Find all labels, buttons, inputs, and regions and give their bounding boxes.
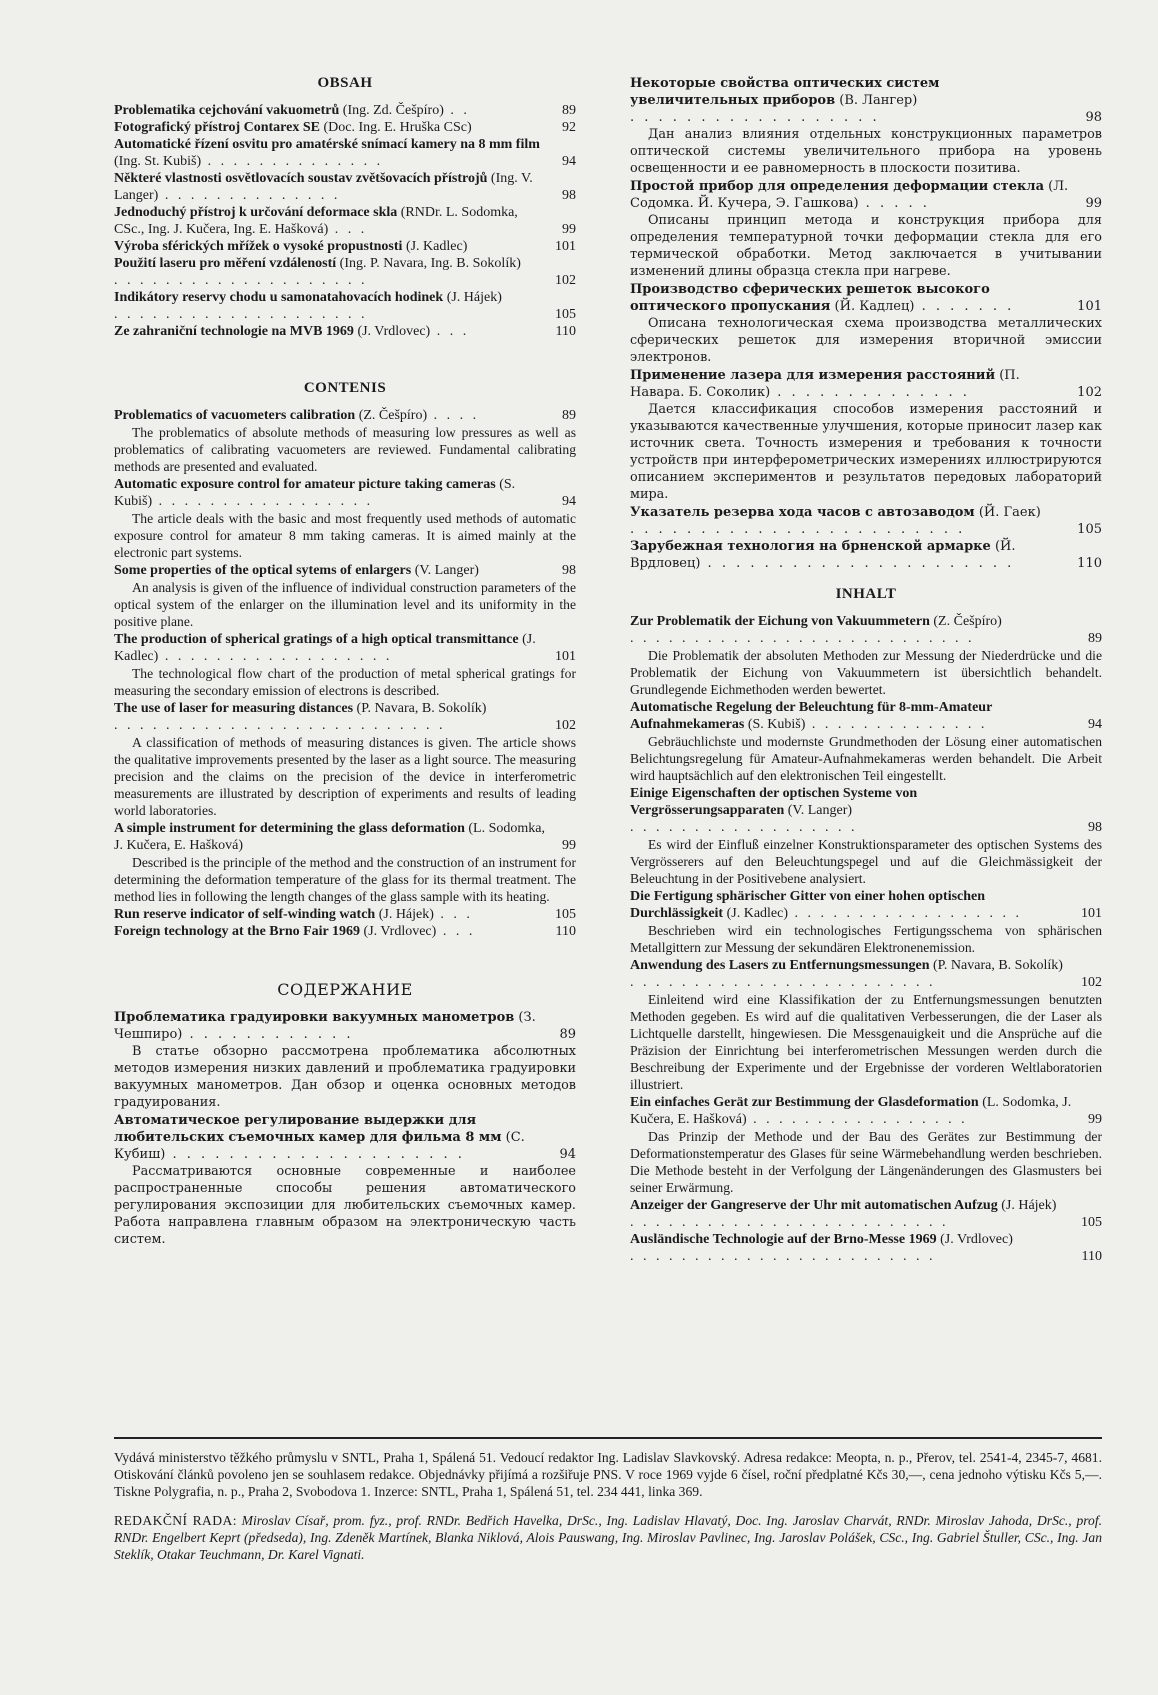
entry-title: The use of laser for measuring distances: [114, 701, 354, 716]
entry-leader-dots: . . . . . . . . . . . . . . . . . . . . .: [165, 1147, 465, 1162]
entry-text: [630, 699, 1072, 733]
contents-entry: [114, 631, 576, 665]
contents-entry: [114, 562, 576, 579]
entry-title: Die Fertigung sphärischer Gitter von einer hohen optischen Durchlässigkeit: [630, 889, 986, 921]
entry-abstract: Дан анализ влияния отдельных конструкционных параметров оптической системы увеличительного прибора на уровень освещенности и ее равномерность в плоскости позитива.: [630, 127, 1102, 176]
entry-title: Anwendung des Lasers zu Entfernungsmessungen: [630, 958, 930, 973]
entry-page-number: 98: [1088, 820, 1102, 835]
entry-leader-dots: . . . .: [427, 408, 480, 423]
entry-author: (J. Kadlec): [723, 906, 789, 921]
entry-title: Простой прибор для определения деформации стекла: [630, 179, 1044, 194]
entry-abstract: Die Problematik der absoluten Methoden zur Messung der Niederdrücke und die Problematik der Eichung von Vakuummetern ist übersichtlich behandelt. Grundlegende Eichmethoden werden bewertet.: [630, 648, 1102, 697]
entry-author: (Й. Гаек): [974, 505, 1041, 520]
entry-text: [114, 476, 546, 510]
entry-title: Problematika cejchování vakuometrů: [114, 103, 340, 118]
entry-leader-dots: . . . . . . . . . . . . . . . . . . . . . . . . . . .: [630, 631, 975, 646]
entry-leader-dots: . . . . . . . . . . . . . . . . . . . . . . . .: [630, 522, 966, 537]
entry-title: Зарубежная технология на брненской армарке: [630, 539, 991, 554]
entry-title: Производство сферических решеток высокого оптического пропускания: [630, 282, 990, 314]
entry-title: Проблематика градуировки вакуумных манометров: [114, 1010, 515, 1025]
entry-text: [630, 538, 1072, 572]
entry-author: (L. Sodomka, J. Kučera, E. Hašková): [114, 821, 545, 853]
entry-text: [114, 119, 546, 136]
entry-title: Указатель резерва хода часов с автозаводом: [630, 505, 975, 520]
entry-author: (J. Vrdlovec): [353, 324, 431, 339]
entry-leader-dots: . . . . . . . . . . . . . . . . .: [746, 1112, 968, 1127]
editorial-board-label: REDAKČNÍ RADA:: [114, 1513, 237, 1528]
entry-page-number: 98: [562, 188, 576, 203]
entry-text: [630, 504, 1072, 538]
entry-page-number: 99: [1088, 1112, 1102, 1127]
entry-leader-dots: . . . . . . . . . . . . . . . . . .: [158, 649, 393, 664]
entry-page-number: 94: [562, 494, 576, 509]
entry-page-number: 99: [562, 222, 576, 237]
entry-abstract: The article deals with the basic and most frequently used methods of automatic exposure control for amateur 8 mm taking cameras. It is aimed mainly at the electronic part systems.: [114, 511, 576, 560]
right-column: [630, 75, 1102, 1265]
entry-abstract: The problematics of absolute methods of measuring low pressures as well as problematics of calibrating vacuometers are reviewed. Fundamental calibrating methods are presented and evaluated.: [114, 425, 576, 474]
entry-abstract: Beschrieben wird ein technologisches Fertigungsschema von sphärischen Metallgittern zur Messung der sekundären Elektronenemission.: [630, 923, 1102, 955]
soderzhanie-entry: [630, 367, 1102, 401]
entry-text: [114, 820, 546, 854]
entry-page-number: 102: [1077, 385, 1102, 400]
entry-title: Ein einfaches Gerät zur Bestimmung der Glasdeformation: [630, 1095, 979, 1110]
soderzhanie-entry: [630, 504, 1102, 538]
entry-author: (S. Kubiš): [114, 477, 516, 509]
soderzhanie-list-left: [114, 1009, 576, 1248]
entry-author: (Ing. St. Kubiš): [114, 154, 202, 169]
entry-page-number: 101: [555, 239, 576, 254]
entry-author: (J. Vrdlovec): [936, 1232, 1013, 1247]
entry-title: Některé vlastnosti osvětlovacích soustav zvětšovacích přístrojů: [114, 171, 488, 186]
obsah-entry: [114, 119, 576, 136]
entry-text: [114, 102, 546, 119]
entry-text: [630, 281, 1072, 315]
entry-abstract: Described is the principle of the method and the construction of an instrument for determining the deformation temperature of the glass for its thermal treatment. The method lies in following the length changes of the glass sample with its heating.: [114, 855, 576, 904]
entry-page-number: 101: [555, 649, 576, 664]
entry-title: Foreign technology at the Brno Fair 1969: [114, 924, 361, 939]
entry-author: (Doc. Ing. E. Hruška CSc): [319, 120, 472, 135]
inhalt-entry: [630, 613, 1102, 647]
entry-title: Výroba sférických mřížek o vysoké propustnosti: [114, 239, 403, 254]
entry-author: (Й. Кадлец): [830, 299, 915, 314]
entry-title: Применение лазера для измерения расстояний: [630, 368, 996, 383]
entry-author: (Ing. Zd. Češpíro): [339, 103, 444, 118]
contents-entry: [114, 700, 576, 734]
entry-abstract: Das Prinzip der Methode und der Bau des Gerätes zur Bestimmung der Deformationstemperatur des Glases für seine Wärmebehandlung werden beschrieben. Die Methode besteht in der Verfolgung der Längenänderungen des Glasmusters bei seiner Erwärmung.: [630, 1129, 1102, 1195]
contents-entry: [114, 906, 576, 923]
inhalt-entry: [630, 699, 1102, 733]
entry-leader-dots: . . . . . . . . . . . . . . . . . . . . . . . .: [630, 1249, 936, 1264]
entry-author: (С. Кубиш): [114, 1130, 525, 1162]
entry-abstract: В статье обзорно рассмотрена проблематика абсолютных методов измерения низких давлений и проблематика градуировки вакуумных манометров. Дан обзор и оценка основных методов градуирования.: [114, 1044, 576, 1110]
entry-leader-dots: . . . . . . .: [914, 299, 1015, 314]
entry-leader-dots: . . . . . . . . . . . . . . . . . . . .: [114, 273, 368, 288]
entry-abstract: Рассматриваются основные современные и наиболее распространенные способы решения автоматического регулирования экспозиции для любительских съемочных камер. Работа направлена главным образом на электроническую часть систем.: [114, 1164, 576, 1247]
imprint-footer: [114, 1437, 1102, 1563]
entry-text: [630, 957, 1072, 991]
entry-text: [114, 923, 546, 940]
entry-text: [630, 613, 1072, 647]
entry-author: (Й. Врдловец): [630, 539, 1016, 571]
entry-leader-dots: . . . . . . . . . . . . . . . . . . . . . . . . . .: [114, 718, 446, 733]
inhalt-entry: [630, 1231, 1102, 1265]
publisher-info: Vydává ministerstvo těžkého průmyslu v SNTL, Praha 1, Spálená 51. Vedoucí redaktor Ing. Ladislav Slavkovský. Adresa redakce: Meopta, n. p., Přerov, tel. 2541-4, 2345-7, 4681. Otiskování článků povoleno jen se souhlasem redakce. Objednávky přijímá a rozšiřuje PNS. V roce 1969 vyjde 6 čísel, roční předplatné Kčs 30,—, cena jednoho výtisku Kčs 5,—. Tiskne Polygrafia, n. p., Praha 2, Svobodova 1. Inzerce: SNTL, Praha 1, Spálená 51, tel. 234 441, linka 369.: [114, 1450, 1102, 1499]
entry-text: [630, 1231, 1072, 1265]
entry-author: (П. Навара. Б. Соколик): [630, 368, 1020, 400]
entry-leader-dots: . . . . . . . . . . . . . . . . . .: [788, 906, 1023, 921]
entry-author: (В. Лангер): [835, 93, 918, 108]
entry-leader-dots: . . . . . . . . . . . . . . . . .: [152, 494, 374, 509]
entry-text: [114, 700, 546, 734]
obsah-entry: [114, 170, 576, 204]
contents-entry: [114, 923, 576, 940]
entry-text: [114, 1112, 546, 1163]
contents-entry: [114, 476, 576, 510]
entry-author: (Ing. V. Langer): [114, 171, 533, 203]
entry-page-number: 94: [559, 1147, 576, 1162]
entry-author: (S. Kubiš): [744, 717, 806, 732]
soderzhanie-entry: [114, 1009, 576, 1043]
contents-entry: [114, 820, 576, 854]
entry-text: [630, 178, 1072, 212]
editorial-board: [114, 1512, 1102, 1563]
entry-title: Jednoduchý přístroj k určování deformace skla: [114, 205, 398, 220]
entry-text: [630, 1197, 1072, 1231]
entry-leader-dots: . . .: [436, 924, 476, 939]
entry-author: (P. Navara, B. Sokolík): [929, 958, 1063, 973]
entry-leader-dots: . . . . . . . . . . . . . . . . . . . .: [114, 307, 368, 322]
entry-page-number: 101: [1077, 299, 1102, 314]
soderzhanie-entry: [630, 75, 1102, 126]
entry-page-number: 94: [1088, 717, 1102, 732]
entry-page-number: 98: [1085, 110, 1102, 125]
entry-author: (J. Hájek): [997, 1198, 1057, 1213]
entry-leader-dots: . . . . . . . . . . . . . .: [158, 188, 341, 203]
entry-author: (Л. Содомка. Й. Кучера, Э. Гашкова): [630, 179, 1069, 211]
entry-leader-dots: . . . . .: [858, 196, 930, 211]
obsah-list: [114, 102, 576, 340]
inhalt-entry: [630, 1094, 1102, 1128]
entry-page-number: 99: [562, 838, 576, 853]
entry-abstract: Описана технологическая схема производства металлических сферических решеток для измерения вторичной эмиссии электронов.: [630, 316, 1102, 365]
inhalt-title: INHALT: [835, 586, 897, 602]
obsah-entry: [114, 323, 576, 340]
entry-abstract: An analysis is given of the influence of individual construction parameters of the optical system of the enlarger on the illumination level and its uniformity in the positive plane.: [114, 580, 576, 629]
entry-author: (J. Hájek): [443, 290, 502, 305]
entry-text: [630, 75, 1072, 126]
entry-text: [114, 289, 546, 323]
entry-title: Ausländische Technologie auf der Brno-Messe 1969: [630, 1232, 937, 1247]
entry-title: Ze zahraniční technologie na MVB 1969: [114, 324, 354, 339]
entry-title: Použití laseru pro měření vzdáleností: [114, 256, 337, 271]
entry-title: A simple instrument for determining the glass deformation: [114, 821, 465, 836]
editorial-board-members: Miroslav Císař, prom. fyz., prof. RNDr. Bedřich Havelka, DrSc., Ing. Ladislav Hlavatý, Doc. Ing. Jaroslav Charvát, RNDr. Miroslav Jahoda, DrSc., prof. RNDr. Engelbert Keprt (předseda), Ing. Zdeněk Martínek, Blanka Niklová, Alois Pauswang, Ing. Miroslav Pavlinec, Ing. Jaroslav Polášek, CSc., Ing. Gabriel Štuller, CSc., Ing. Jan Steklík, Otakar Teuchmann, Dr. Karel Vignati.: [114, 1513, 1102, 1562]
obsah-entry: [114, 204, 576, 238]
entry-leader-dots: . . .: [328, 222, 368, 237]
entry-title: Fotografický přístroj Contarex SE: [114, 120, 320, 135]
entry-abstract: The technological flow chart of the production of metal spherical gratings for measuring the secondary emission of electrons is described.: [114, 666, 576, 698]
entry-title: Problematics of vacuometers calibration: [114, 408, 356, 423]
entry-page-number: 98: [562, 563, 576, 578]
obsah-entry: [114, 255, 576, 289]
entry-title: Zur Problematik der Eichung von Vakuummetern: [630, 614, 930, 629]
obsah-entry: [114, 238, 576, 255]
soderzhanie-list-right: [630, 75, 1102, 572]
entry-page-number: 105: [555, 307, 576, 322]
entry-abstract: Einleitend wird eine Klassifikation der zu Entfernungsmessungen benutzten Methoden gegeben. Es wird auf die qualitativen Verbesserungen, die der Laser als Lichtquelle darstellt, hingewiesen. Die Messgenauigkeit und die Ansprüche auf die Präzision der Einrichtung bei interferometrischen Messungen werden durch die Beschreibung der Experimente und der Ergebnisse der vorderen Weltlaboratorien illustriert.: [630, 992, 1102, 1092]
entry-leader-dots: . . . . . . . . . . . . . . . . . .: [630, 820, 858, 835]
entry-text: [630, 785, 1072, 836]
entry-leader-dots: . .: [443, 103, 470, 118]
entry-title: Some properties of the optical sytems of enlargers: [114, 563, 412, 578]
entry-leader-dots: . . . . . . . . . . . .: [182, 1027, 354, 1042]
entry-text: [114, 204, 546, 238]
entry-text: [630, 888, 1072, 922]
entry-leader-dots: . . . . . . . . . . . . . . . . . .: [630, 110, 880, 125]
entry-leader-dots: . . .: [430, 324, 470, 339]
entry-text: [630, 1094, 1072, 1128]
entry-leader-dots: . . . . . . . . . . . . . .: [770, 385, 970, 400]
entry-page-number: 89: [1088, 631, 1102, 646]
entry-abstract: Gebräuchlichste und modernste Grundmethoden der Lösung einer automatischen Belichtungsregelung für Amateur-Aufnahmekameras werden behandelt. Die Arbeit wird hauptsächlich auf den elektronischen Teil eingestellt.: [630, 734, 1102, 783]
entry-page-number: 89: [562, 408, 576, 423]
entry-title: Automatische Regelung der Beleuchtung für 8-mm-Amateur Aufnahmekameras: [630, 700, 993, 732]
entry-page-number: 105: [555, 907, 576, 922]
entry-text: [114, 238, 546, 255]
entry-author: (J. Kadlec): [114, 632, 536, 664]
entry-page-number: 105: [1077, 522, 1102, 537]
entry-abstract: Описаны принцип метода и конструкция прибора для определения температурной точки деформации стекла для его термической обработки. Метод заключается в учитывании изменений длины образца стекла при нагреве.: [630, 213, 1102, 279]
contents-title: CONTENIS: [303, 380, 387, 396]
left-column: [114, 75, 576, 1249]
soderzhanie-title: СОДЕРЖАНИЕ: [277, 980, 413, 999]
entry-text: [114, 255, 546, 289]
obsah-title: OBSAH: [317, 75, 373, 91]
contents-entry: [114, 407, 576, 424]
entry-author: (V. Langer): [784, 803, 853, 818]
inhalt-entry: [630, 785, 1102, 836]
entry-text: [114, 407, 546, 424]
entry-page-number: 102: [555, 718, 576, 733]
entry-title: The production of spherical gratings of a high optical transmittance: [114, 632, 519, 647]
soderzhanie-entry: [630, 538, 1102, 572]
entry-author: (З. Чешпиро): [114, 1010, 536, 1042]
entry-text: [114, 906, 546, 923]
entry-author: (P. Navara, B. Sokolík): [353, 701, 487, 716]
entry-leader-dots: . . . . . . . . . . . . . . . . . . . . . .: [700, 556, 1015, 571]
obsah-entry: [114, 289, 576, 323]
entry-title: Anzeiger der Gangreserve der Uhr mit automatischen Aufzug: [630, 1198, 998, 1213]
entry-text: [114, 136, 546, 170]
obsah-entry: [114, 102, 576, 119]
entry-leader-dots: . . . . . . . . . . . . . . . . . . . . . . . .: [630, 975, 936, 990]
entry-title: Run reserve indicator of self-winding watch: [114, 907, 376, 922]
entry-page-number: 105: [1081, 1215, 1102, 1230]
entry-title: Indikátory reservy chodu u samonatahovacích hodinek: [114, 290, 444, 305]
entry-page-number: 102: [555, 273, 576, 288]
entry-author: (J. Hájek): [375, 907, 434, 922]
entry-author: (Ing. P. Navara, Ing. B. Sokolík): [336, 256, 521, 271]
entry-text: [114, 1009, 546, 1043]
entry-page-number: 110: [1077, 556, 1102, 571]
entry-abstract: Es wird der Einfluß einzelner Konstruktionsparameter des optischen Systems des Vergrösserers auf den Beleuchtungspegel und auf die Gleichmässigkeit der Beleuchtung in der Positivebene analysiert.: [630, 837, 1102, 886]
entry-page-number: 110: [555, 324, 576, 339]
entry-leader-dots: . . . . . . . . . . . . . .: [805, 717, 988, 732]
soderzhanie-entry: [630, 178, 1102, 212]
entry-author: (J. Vrdlovec): [360, 924, 437, 939]
entry-title: Automatické řízení osvitu pro amatérské snímací kamery na 8 mm film: [114, 137, 540, 152]
entry-page-number: 89: [562, 103, 576, 118]
entry-title: Automatic exposure control for amateur picture taking cameras: [114, 477, 496, 492]
entry-text: [114, 631, 546, 665]
entry-page-number: 110: [555, 924, 576, 939]
entry-leader-dots: . . .: [433, 907, 473, 922]
entry-leader-dots: . . . . . . . . . . . . . . . . . . . . . . . . .: [630, 1215, 949, 1230]
entry-page-number: 94: [562, 154, 576, 169]
inhalt-entry: [630, 957, 1102, 991]
entry-title: Автоматическое регулирование выдержки для любительских съемочных камер для фильма 8 мм: [114, 1113, 502, 1145]
entry-page-number: 92: [562, 120, 576, 135]
soderzhanie-entry: [630, 281, 1102, 315]
entry-page-number: 110: [1081, 1249, 1102, 1264]
entry-page-number: 101: [1081, 906, 1102, 921]
entry-title: Некоторые свойства оптических систем увеличительных приборов: [630, 76, 940, 108]
entry-author: (L. Sodomka, J. Kučera, E. Hašková): [630, 1095, 1072, 1127]
inhalt-list: [630, 613, 1102, 1265]
entry-text: [114, 323, 546, 340]
entry-author: (Z. Češpíro): [929, 614, 1002, 629]
entry-page-number: 99: [1085, 196, 1102, 211]
entry-author: (RNDr. L. Sodomka, CSc., Ing. J. Kučera, Ing. E. Hašková): [114, 205, 518, 237]
soderzhanie-entry: [114, 1112, 576, 1163]
entry-abstract: Дается классификация способов измерения расстояний и указываются качественные улучшения, которые приносит лазер как источник света. Точность измерения и требования к точности устройств при интерферометрических измерениях иллюстрируются описанием экспериментов и результатов передовых лабораторий мира.: [630, 402, 1102, 502]
entry-author: (V. Langer): [411, 563, 479, 578]
inhalt-entry: [630, 888, 1102, 922]
entry-author: (J. Kadlec): [402, 239, 468, 254]
entry-text: [630, 367, 1072, 401]
inhalt-entry: [630, 1197, 1102, 1231]
entry-leader-dots: . . . . . . . . . . . . . .: [201, 154, 384, 169]
entry-title: Einige Eigenschaften der optischen Systeme von Vergrösserungsapparaten: [630, 786, 918, 818]
entry-abstract: A classification of methods of measuring distances is given. The article shows the qualitative improvements presented by the laser as a light source. The measuring precision and the claims on the precision of the device in interferometric measurements are illustrated by description of experiments and results of leading world laboratories.: [114, 735, 576, 818]
obsah-entry: [114, 136, 576, 170]
contents-list: [114, 407, 576, 940]
entry-text: [114, 170, 546, 204]
entry-page-number: 89: [559, 1027, 576, 1042]
entry-page-number: 102: [1081, 975, 1102, 990]
entry-text: [114, 562, 546, 579]
entry-author: (Z. Češpíro): [355, 408, 428, 423]
